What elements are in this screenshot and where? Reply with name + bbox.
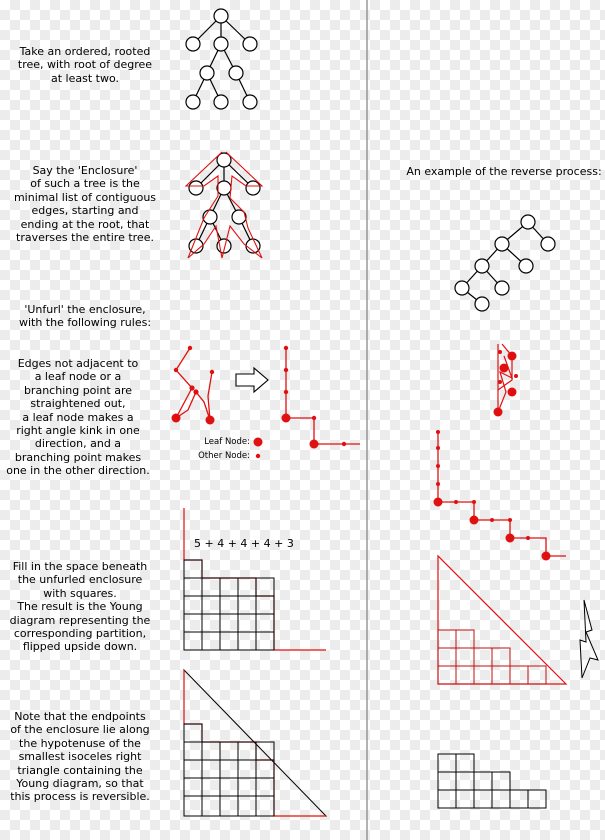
reverse-crooked-enclosure <box>494 344 519 417</box>
right-arrow-icon <box>236 368 268 392</box>
reverse-tree <box>455 215 555 311</box>
step-5-text: Fill in the space beneath the unfurled enclosure with squares. The result is the Young diagram representing the corresponding partition, flipped upside down. <box>9 560 151 654</box>
leaf-node-marker <box>254 438 263 447</box>
tree-with-enclosure <box>186 152 262 258</box>
partition-label: 5 + 4 + 4 + 4 + 3 <box>194 537 294 550</box>
reverse-process-title: An example of the reverse process: <box>406 165 602 178</box>
crooked-enclosure <box>172 346 215 425</box>
other-node-marker <box>256 454 260 458</box>
step-4-text: Edges not adjacent to a leaf node or a branching point are straightened out, a leaf node makes a right angle kink in one direction, and a branching point makes one in the other direction. <box>6 357 150 478</box>
legend-other-label: Other Node: <box>198 451 250 461</box>
young-diagram <box>184 508 326 650</box>
step-2-text: Say the 'Enclosure' of such a tree is the minimal list of contiguous edges, starting and ending at the root, that traverses the entire tree. <box>13 164 157 245</box>
step-6-text: Note that the endpoints of the enclosure lie along the hypotenuse of the smallest isoceles right triangle containing the Young diagram, so that this process is reversible. <box>10 710 150 804</box>
step-3-text: 'Unfurl' the enclosure, with the following rules: <box>18 303 152 330</box>
rooted-tree <box>186 9 257 109</box>
lightning-arrow-icon <box>580 600 598 678</box>
reverse-unfurled-enclosure <box>434 430 567 561</box>
step-1-text: Take an ordered, rooted tree, with root of degree at least two. <box>17 45 153 85</box>
reverse-triangle-diagram <box>438 556 598 684</box>
unfurled-enclosure <box>282 346 361 449</box>
young-diagram-triangle <box>184 670 326 816</box>
reverse-young-diagram <box>438 754 546 808</box>
legend-leaf-label: Leaf Node: <box>204 437 250 447</box>
